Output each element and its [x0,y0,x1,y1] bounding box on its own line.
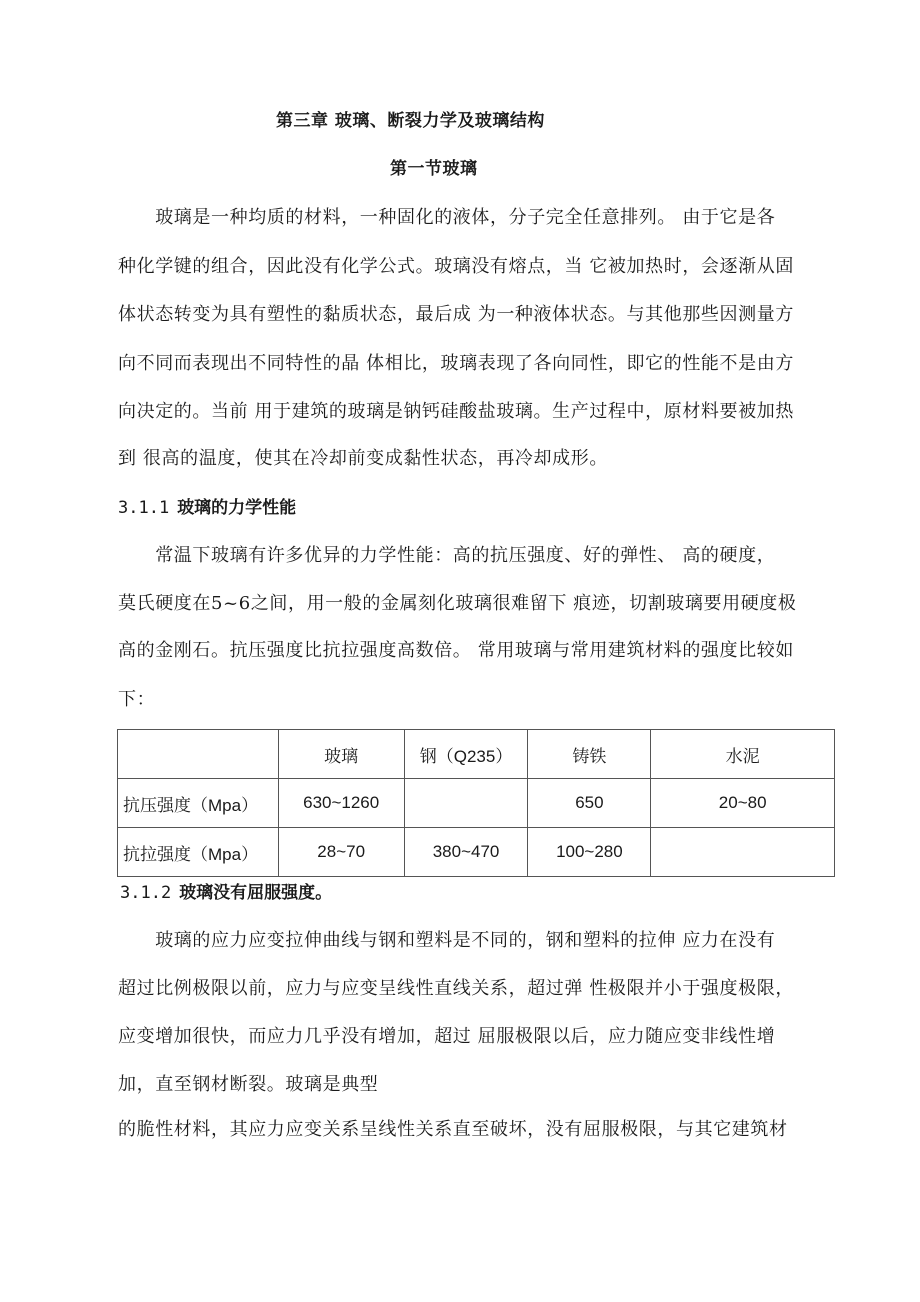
paragraph-line: 高的金刚石。抗压强度比抗拉强度高数倍。 常用玻璃与常用建筑材料的强度比较如 [118,640,794,661]
table-row-label: 抗压强度（Mpa） [118,779,279,828]
table-cell [404,779,528,828]
table-header-cell [118,730,279,779]
paragraph-line: 加，直至钢材断裂。玻璃是典型 [118,1074,379,1095]
paragraph-line: 常温下玻璃有许多优异的力学性能：高的抗压强度、好的弹性、 高的硬度， [118,545,776,566]
paragraph-line: 超过比例极限以前，应力与应变呈线性直线关系，超过弹 性极限并小于强度极限， [118,978,794,999]
paragraph-line: 下： [118,689,156,710]
paragraph-line: 玻璃是一种均质的材料，一种固化的液体，分子完全任意排列。 由于它是各 [118,207,776,228]
table-row-label: 抗拉强度（Mpa） [118,828,279,877]
paragraph-line: 向决定的。当前 用于建筑的玻璃是钠钙硅酸盐玻璃。生产过程中，原材料要被加热 [118,401,794,422]
table-header-cell: 玻璃 [278,730,404,779]
table-cell: 650 [528,779,651,828]
subsection-heading [120,878,332,903]
subsection-number: 3.1.1 [118,498,170,518]
subsection-number: 3.1.2 [120,883,172,903]
table-cell: 630~1260 [278,779,404,828]
table-row [118,828,835,877]
paragraph-line: 的脆性材料，其应力应变关系呈线性关系直至破坏，没有屈服极限，与其它建筑材 [118,1119,788,1140]
table-header-cell: 水泥 [651,730,835,779]
table-cell: 100~280 [528,828,651,877]
strength-comparison-table [117,729,835,877]
table-cell [651,828,835,877]
table-header-cell: 钢（Q235） [404,730,528,779]
paragraph-line: 莫氏硬度在5~6之间，用一般的金属刻化玻璃很难留下 痕迹，切割玻璃要用硬度极 [118,593,797,614]
subsection-title: 玻璃的力学性能 [177,498,297,518]
section-title: 第一节玻璃 [390,159,478,179]
subsection-heading [118,493,296,518]
paragraph-line: 应变增加很快，而应力几乎没有增加，超过 屈服极限以后，应力随应变非线性增 [118,1026,776,1047]
chapter-title: 第三章 玻璃、断裂力学及玻璃结构 [276,111,545,131]
table-cell: 20~80 [651,779,835,828]
table-cell: 28~70 [278,828,404,877]
subsection-title: 玻璃没有屈服强度。 [179,883,333,903]
paragraph-line: 玻璃的应力应变拉伸曲线与钢和塑料是不同的，钢和塑料的拉伸 应力在没有 [118,930,776,951]
table-header-row [118,730,835,779]
table-cell: 380~470 [404,828,528,877]
paragraph-line: 种化学键的组合，因此没有化学公式。玻璃没有熔点，当 它被加热时，会逐渐从固 [118,256,794,277]
paragraph-line: 到 很高的温度，使其在冷却前变成黏性状态，再冷却成形。 [118,448,608,469]
paragraph-line: 向不同而表现出不同特性的晶 体相比，玻璃表现了各向同性，即它的性能不是由方 [118,353,794,374]
table-header-cell: 铸铁 [528,730,651,779]
paragraph-line: 体状态转变为具有塑性的黏质状态，最后成 为一种液体状态。与其他那些因测量方 [118,304,794,325]
table-row [118,779,835,828]
